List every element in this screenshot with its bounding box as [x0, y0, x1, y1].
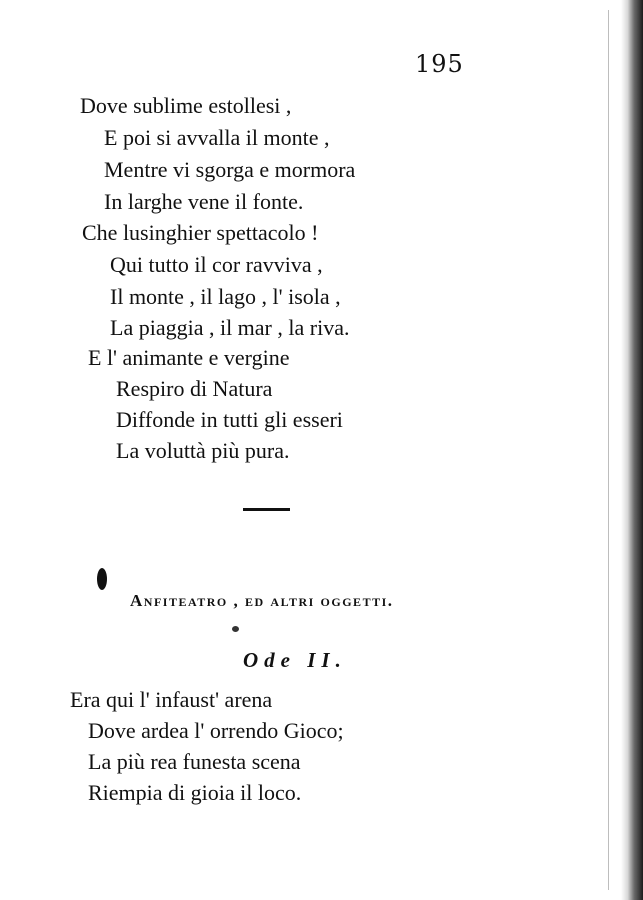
- ink-blot: [97, 568, 107, 590]
- verse-line: La voluttà più pura.: [116, 438, 290, 463]
- verse-line: Che lusinghier spettacolo !: [82, 220, 319, 245]
- ode-title: Ode II.: [243, 648, 347, 672]
- ink-speck: [232, 626, 239, 632]
- verse-line: Mentre vi sgorga e mormora: [104, 157, 356, 182]
- verse-line: E poi si avvalla il monte ,: [104, 125, 330, 150]
- section-title: Anfiteatro , ed altri oggetti.: [130, 591, 394, 610]
- page-gutter-shadow: [621, 0, 643, 900]
- verse-line: E l' animante e vergine: [88, 345, 290, 370]
- ode-line: Era qui l' infaust' arena: [70, 687, 273, 712]
- ode-line: Riempia di gioia il loco.: [88, 780, 302, 805]
- page-edge-line: [608, 10, 609, 890]
- verse-line: Diffonde in tutti gli esseri: [116, 407, 343, 432]
- verse-line: Dove sublime estollesi ,: [80, 93, 292, 118]
- verse-line: La piaggia , il mar , la riva.: [110, 315, 350, 340]
- ode-line: La più rea funesta scena: [88, 749, 301, 774]
- verse-line: Respiro di Natura: [116, 376, 273, 401]
- page-number: 195: [415, 50, 464, 78]
- ode-line: Dove ardea l' orrendo Gioco;: [88, 718, 344, 743]
- verse-line: Qui tutto il cor ravviva ,: [110, 252, 323, 277]
- verse-line: Il monte , il lago , l' isola ,: [110, 284, 341, 309]
- verse-line: In larghe vene il fonte.: [104, 189, 304, 214]
- section-divider: [243, 508, 290, 511]
